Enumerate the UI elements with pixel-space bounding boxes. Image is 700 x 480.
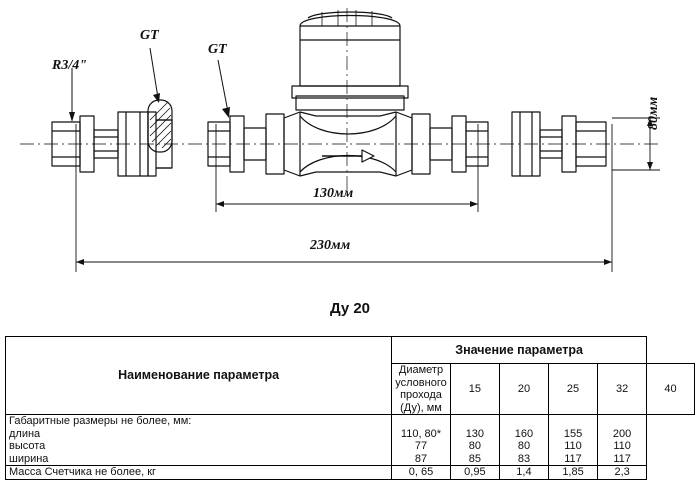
drawing-title: Ду 20 [329, 300, 371, 317]
len-32: 155 [563, 427, 583, 440]
wid-25: 83 [517, 452, 531, 465]
dimensions-length-label: длина [9, 427, 41, 440]
cell-mass-15: 0, 65 [392, 466, 450, 480]
wid-20: 85 [468, 452, 481, 465]
row-dimensions-name [6, 415, 392, 466]
cell-mass-40: 2,3 [598, 466, 647, 480]
wid-15: 87 [414, 452, 428, 465]
wid-40: 117 [613, 452, 631, 465]
header-parameter-value: Значение параметра [392, 337, 647, 364]
len-25: 160 [514, 427, 534, 440]
parameters-table [5, 336, 695, 480]
dimensions-height-label: высота [9, 440, 46, 452]
label-gasket-left: GT [140, 28, 159, 43]
label-total-length: 230мм [310, 238, 351, 253]
label-gasket-right: GT [208, 42, 227, 57]
cell-dn-20: 20 [500, 364, 549, 415]
cell-dn-25: 25 [548, 364, 597, 415]
dimensions-width-label: ширина [9, 452, 49, 465]
cell-dimensions-25 [500, 415, 549, 466]
row-mass-name: Масса Счетчика не более, кг [6, 466, 392, 480]
hgt-40: 110 [613, 440, 631, 452]
label-height: 80мм [646, 96, 661, 130]
cell-mass-32: 1,85 [548, 466, 597, 480]
cell-dimensions-20 [450, 415, 499, 466]
cell-mass-20: 0,95 [450, 466, 499, 480]
label-thread-left: R3/4" [52, 58, 87, 73]
table-header-row [6, 337, 695, 364]
dimensions-title: Габаритные размеры не более, мм: [9, 415, 192, 427]
len-15: 110, 80* [400, 427, 442, 440]
wid-32: 117 [564, 452, 582, 465]
len-40: 200 [612, 427, 632, 440]
hgt-20: 80 [468, 440, 481, 452]
cell-mass-25: 1,4 [500, 466, 549, 480]
hgt-32: 110 [564, 440, 582, 452]
cell-dimensions-15 [392, 415, 450, 466]
cell-dimensions-32 [548, 415, 597, 466]
header-parameter-name: Наименование параметра [6, 337, 392, 415]
len-20: 130 [465, 427, 485, 440]
table-row [6, 466, 695, 480]
cell-dn-15: 15 [450, 364, 499, 415]
cell-dn-40: 40 [647, 364, 695, 415]
table-row [6, 415, 695, 466]
cell-dn-32: 32 [598, 364, 647, 415]
hgt-25: 80 [517, 440, 531, 452]
label-body-length: 130мм [313, 186, 354, 201]
hgt-15: 77 [414, 440, 428, 452]
row-nominal-diameter-name: Диаметр условного прохода (Ду), мм [392, 364, 450, 415]
cell-dimensions-40 [598, 415, 647, 466]
